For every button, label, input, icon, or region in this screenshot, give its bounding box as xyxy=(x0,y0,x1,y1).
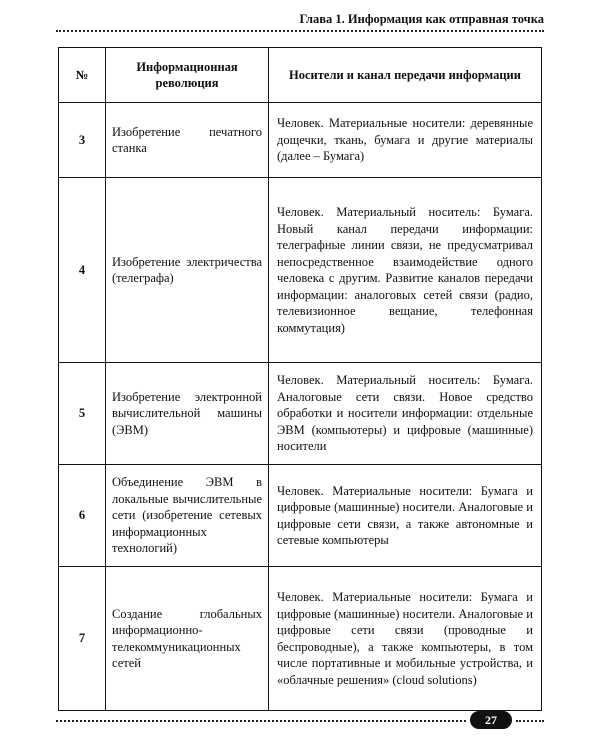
row-number: 6 xyxy=(59,465,106,567)
row-number: 5 xyxy=(59,363,106,465)
revolution-cell: Создание глобальных информационно-телекоммуникационных сетей xyxy=(106,567,269,711)
revolution-cell: Изобретение электронной вычислительной машины (ЭВМ) xyxy=(106,363,269,465)
header-divider xyxy=(56,30,544,32)
column-header-number: № xyxy=(59,48,106,103)
revolution-cell: Изобретение электричества (телеграфа) xyxy=(106,178,269,363)
revolutions-table xyxy=(58,47,542,711)
table-row xyxy=(59,363,542,465)
running-header: Глава 1. Информация как отправная точка xyxy=(299,12,544,26)
revolution-cell: Изобретение печатного станка xyxy=(106,103,269,178)
media-cell: Человек. Материальные носители: деревянные дощечки, ткань, бумага и другие материалы (далее – Бумага) xyxy=(269,103,542,178)
table-header-row xyxy=(59,48,542,103)
footer-divider-right xyxy=(516,720,544,722)
table-row xyxy=(59,103,542,178)
footer-divider xyxy=(56,720,466,722)
row-number: 4 xyxy=(59,178,106,363)
row-number: 3 xyxy=(59,103,106,178)
media-cell: Человек. Материальный носитель: Бумага. Новый канал передачи информации: телеграфные линии связи, не предусматривал непосредственное взаимодействие одного человека с другим. Развитие каналов передачи информации: аналоговых сетей связи (радио, телевизионное вещание, телефонная коммутация) xyxy=(269,178,542,363)
column-header-media: Носители и канал передачи информации xyxy=(269,48,542,103)
media-cell: Человек. Материальные носители: Бумага и цифровые (машинные) носители. Аналоговые и цифровые сети связи, а также автономные и сетевые компьютеры xyxy=(269,465,542,567)
revolution-cell: Объединение ЭВМ в локальные вычислительные сети (изобретение сетевых информационных технологий) xyxy=(106,465,269,567)
row-number: 7 xyxy=(59,567,106,711)
media-cell: Человек. Материальные носители: Бумага и цифровые (машинные) носители. Аналоговые и цифровые сети связи (проводные и беспроводные), а также компьютеры, в том числе портативные и мобильные устройства, и «облачные решения» (cloud solutions) xyxy=(269,567,542,711)
table-row xyxy=(59,465,542,567)
column-header-revolution: Информационная революция xyxy=(106,48,269,103)
table-row xyxy=(59,178,542,363)
table-row xyxy=(59,567,542,711)
media-cell: Человек. Материальный носитель: Бумага. Аналоговые сети связи. Новое средство обработки и носители информации: отдельные ЭВМ (компьютеры) и цифровые (машинные) носители xyxy=(269,363,542,465)
page-number-badge: 27 xyxy=(470,711,512,729)
